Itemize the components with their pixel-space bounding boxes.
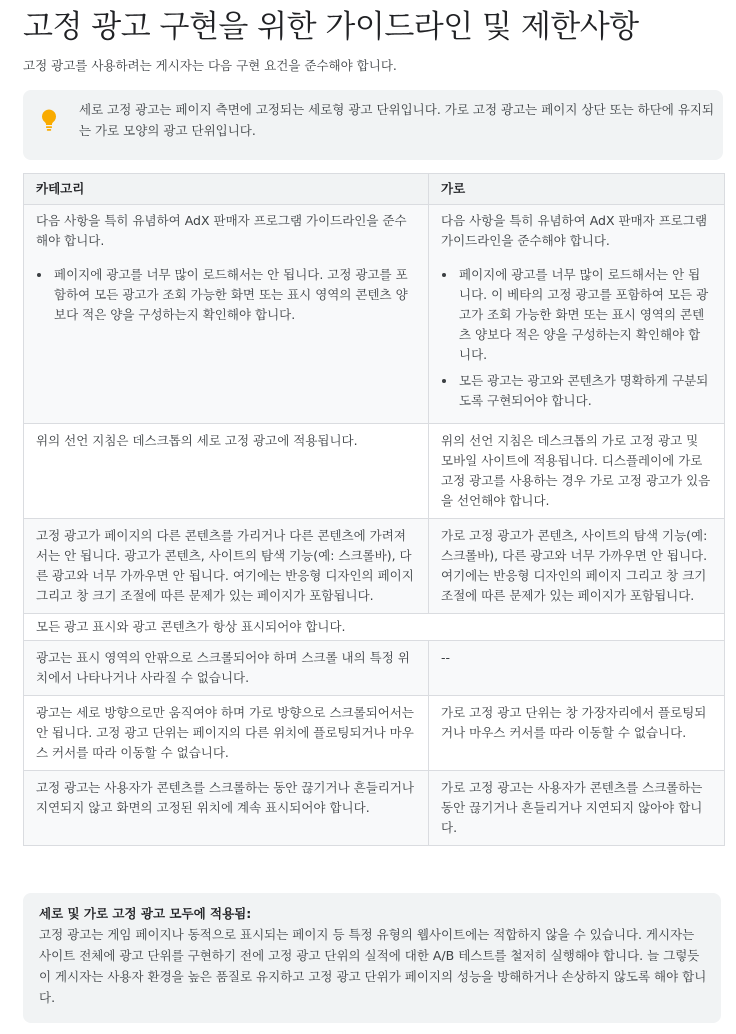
table-row <box>24 205 725 424</box>
guidelines-table <box>23 173 725 846</box>
notice-box <box>23 90 723 160</box>
lightbulb-icon <box>39 108 59 132</box>
note-box <box>23 893 721 1023</box>
table-cell-span: 모든 광고 표시와 광고 콘텐츠가 항상 표시되어야 합니다. <box>24 614 725 641</box>
table-cell: 고정 광고가 페이지의 다른 콘텐츠를 가리거나 다른 콘텐츠에 가려져서는 안 됩니다. 광고가 콘텐츠, 사이트의 탐색 기능(예: 스크롤바), 다른 광고와 너무 가까우면 안 됩니다. 여기에는 반응형 디자인의 페이지 그리고 창 크기 조절에 따른 문제가 있는 페이지가 포함됩니다. <box>24 519 429 614</box>
table-header-row <box>24 174 725 205</box>
cell-text: 다음 사항을 특히 유념하여 AdX 판매자 프로그램 가이드라인을 준수해야 합니다. <box>36 213 407 248</box>
note-title: 세로 및 가로 고정 광고 모두에 적용됨: <box>39 906 252 921</box>
table-row <box>24 614 725 641</box>
intro-text: 고정 광고를 사용하려는 게시자는 다음 구현 요건을 준수해야 합니다. <box>23 58 397 73</box>
list-item: • 페이지에 광고를 너무 많이 로드해서는 안 됩니다. 고정 광고를 포함하여 모든 광고가 조회 가능한 화면 또는 표시 영역의 콘텐츠 양보다 적은 양을 구성하는지 확인해야 합니다. <box>52 265 416 325</box>
notice-text: 세로 고정 광고는 페이지 측면에 고정되는 세로형 광고 단위입니다. 가로 고정 광고는 페이지 상단 또는 하단에 유지되는 가로 모양의 광고 단위입니다. <box>79 102 715 138</box>
table-cell: 고정 광고는 사용자가 콘텐츠를 스크롤하는 동안 끊기거나 흔들리거나 지연되지 않고 화면의 고정된 위치에 계속 표시되어야 합니다. <box>24 771 429 846</box>
header-category: 카테고리 <box>24 174 429 205</box>
table-cell: 가로 고정 광고가 콘텐츠, 사이트의 탐색 기능(예: 스크롤바), 다른 광고와 너무 가까우면 안 됩니다. 여기에는 반응형 디자인의 페이지 그리고 창 크기 조절에 따른 문제가 있는 페이지가 포함됩니다. <box>429 519 725 614</box>
table-row <box>24 771 725 846</box>
table-row <box>24 641 725 696</box>
table-cell <box>429 205 725 424</box>
table-cell: 광고는 표시 영역의 안팎으로 스크롤되어야 하며 스크롤 내의 특정 위치에서 나타나거나 사라질 수 없습니다. <box>24 641 429 696</box>
table-cell: 위의 선언 지침은 데스크톱의 세로 고정 광고에 적용됩니다. <box>24 424 429 519</box>
bullet-list <box>441 265 712 411</box>
table-row <box>24 519 725 614</box>
cell-text: 다음 사항을 특히 유념하여 AdX 판매자 프로그램 가이드라인을 준수해야 합니다. <box>441 213 708 248</box>
list-item: • 페이지에 광고를 너무 많이 로드해서는 안 됩니다. 이 베타의 고정 광고를 포함하여 모든 광고가 조회 가능한 화면 또는 표시 영역의 콘텐츠 양보다 적은 양을 구성하는지 확인해야 합니다. <box>457 265 712 365</box>
header-horizontal: 가로 <box>429 174 725 205</box>
table-cell: 가로 고정 광고 단위는 창 가장자리에서 플로팅되거나 마우스 커서를 따라 이동할 수 없습니다. <box>429 696 725 771</box>
note-text: 고정 광고는 게임 페이지나 동적으로 표시되는 페이지 등 특정 유형의 웹사이트에는 적합하지 않을 수 있습니다. 게시자는 사이트 전체에 광고 단위를 구현하기 전에 고정 광고 단위의 실적에 대한 A/B 테스트를 철저히 실행해야 합니다. 늘 그렇듯이 게시자는 사용자 환경을 높은 품질로 유지하고 고정 광고 단위가 페이지의 성능을 방해하거나 손상하지 않도록 해야 합니다. <box>39 927 707 1005</box>
table-row <box>24 696 725 771</box>
page-title: 고정 광고 구현을 위한 가이드라인 및 제한사항 <box>23 9 639 45</box>
table-cell: 위의 선언 지침은 데스크톱의 가로 고정 광고 및 모바일 사이트에 적용됩니다. 디스플레이에 가로 고정 광고를 사용하는 경우 가로 고정 광고가 있음을 선언해야 합니다. <box>429 424 725 519</box>
bullet-list <box>36 265 416 325</box>
table-row <box>24 424 725 519</box>
table-cell <box>24 205 429 424</box>
table-cell: 광고는 세로 방향으로만 움직여야 하며 가로 방향으로 스크롤되어서는 안 됩니다. 고정 광고 단위는 페이지의 다른 위치에 플로팅되거나 마우스 커서를 따라 이동할 수 없습니다. <box>24 696 429 771</box>
table-cell: -- <box>429 641 725 696</box>
list-item: • 모든 광고는 광고와 콘텐츠가 명확하게 구분되도록 구현되어야 합니다. <box>457 371 712 411</box>
table-cell: 가로 고정 광고는 사용자가 콘텐츠를 스크롤하는 동안 끊기거나 흔들리거나 지연되지 않아야 합니다. <box>429 771 725 846</box>
